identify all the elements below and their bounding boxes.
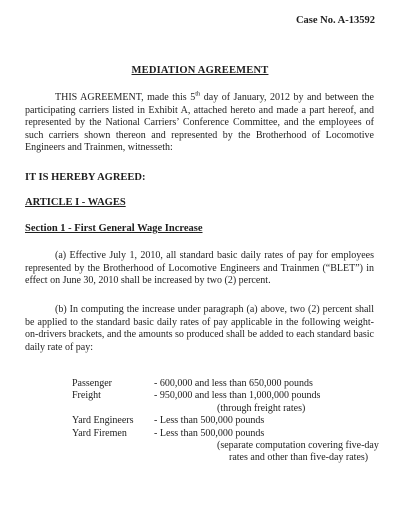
article-heading: ARTICLE I - WAGES [25,197,126,208]
intro-ordinal-suffix: th [195,90,201,98]
rate-description: - Less than 500,000 pounds [154,415,265,427]
rate-label: Yard Engineers [72,415,134,427]
intro-rest: day of January, 2012 by and between the participating carriers listed in Exhibit A, attached hereto and made a part hereof, and represented by the National Carriers’ Conference Committee, and the employees of such carriers shown thereon and represented by the Brotherhood of Locomotive Engineers and Trainmen, witnesseth: [25,92,374,154]
rate-label: Passenger [72,378,112,389]
rate-row [72,378,379,390]
rate-row [72,415,379,427]
intro-paragraph [25,92,374,155]
rate-note-row [72,452,379,464]
case-number: Case No. A-13592 [295,15,375,26]
document-title: MEDIATION AGREEMENT [131,65,269,76]
rate-note-row [72,440,379,452]
rate-description: - Less than 500,000 pounds [154,427,265,439]
weight-bracket-table [72,378,379,465]
rate-description: - 950,000 and less than 1,000,000 pounds [154,390,321,402]
section-heading: Section 1 - First General Wage Increase [25,223,203,234]
rate-note-row [72,403,379,415]
rate-description: - 600,000 and less than 650,000 pounds [154,378,313,389]
agreed-heading: IT IS HEREBY AGREED: [25,172,146,183]
rate-row [72,390,379,402]
paragraph-a: (a) Effective July 1, 2010, all standard basic daily rates of pay for employees represented by the Brotherhood of Locomotive Engineers and Trainmen (“BLET”) in effect on June 30, 2010 shall be increased by two (2) percent. [25,250,374,287]
rate-row [72,428,379,440]
rate-label: Yard Firemen [72,427,127,439]
paragraph-b: (b) In computing the increase under paragraph (a) above, two (2) percent shall be applied to the standard basic daily rates of pay applicable in the following weight-on-drivers brackets, and the amounts so produced shall be added to each standard basic daily rate of pay: [25,304,374,353]
rate-label: Freight [72,390,101,402]
rate-note: (separate computation covering five-day [217,440,379,452]
rate-note: rates and other than five-day rates) [229,452,369,464]
intro-prefix: THIS AGREEMENT, made this 5 [55,92,196,103]
rate-note: (through freight rates) [217,402,306,414]
